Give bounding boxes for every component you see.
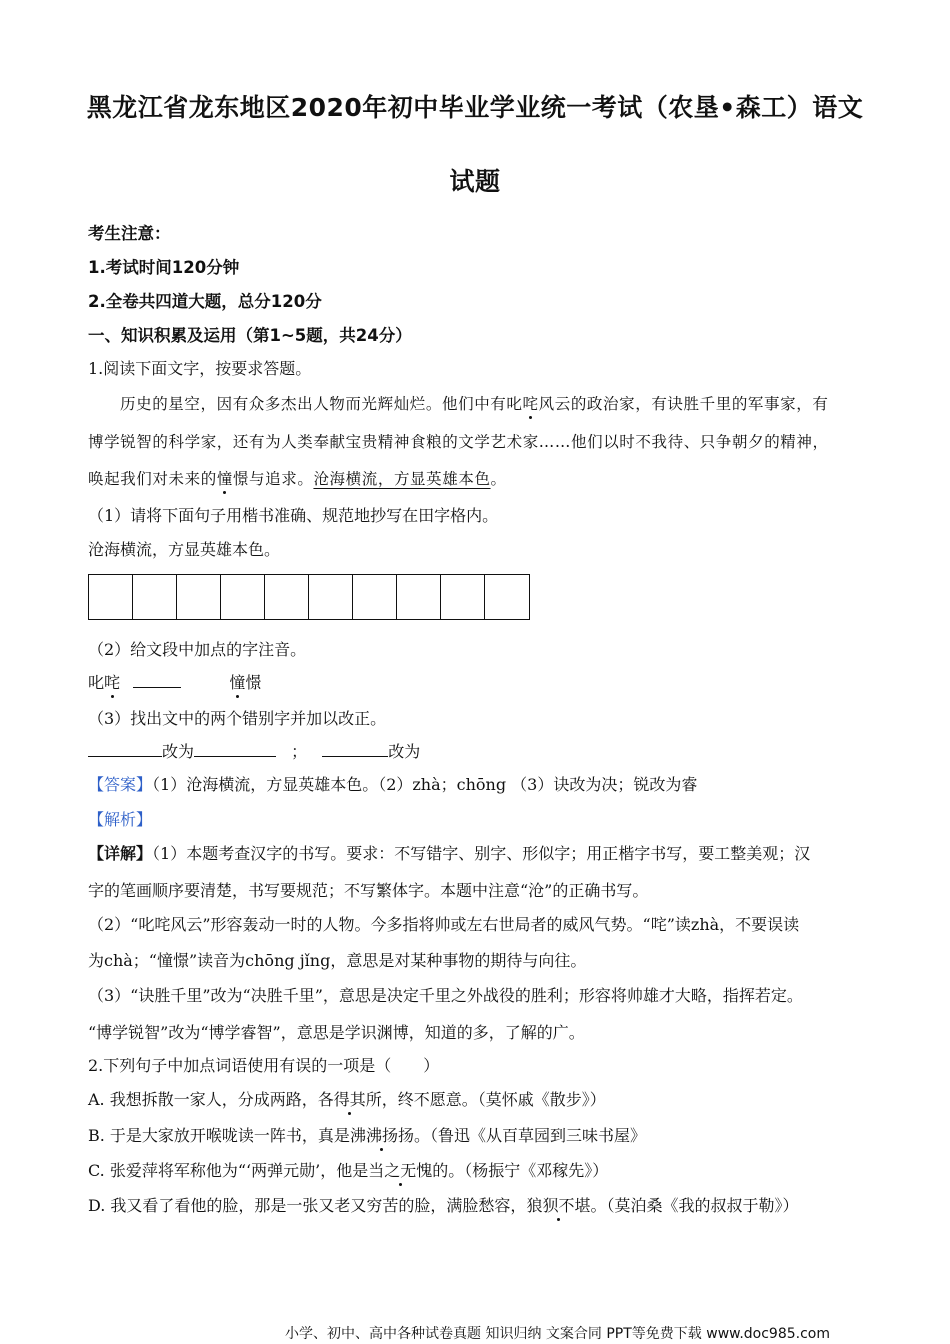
detail-label: 【详解】 [88, 844, 153, 863]
q1-sub3: （3）找出文中的两个错别字并加以改正。 [88, 709, 387, 728]
notice-item-1: 1.考试时间120分钟 [88, 258, 240, 277]
grid-cell[interactable] [485, 575, 529, 619]
dotted-char: 憧 [216, 470, 233, 488]
q2-stem: 2.下列句子中加点词语使用有误的一项是（ ） [88, 1056, 440, 1075]
q1-detail-line2: 字的笔画顺序要清楚，书写要规范；不写繁体字。本题中注意“沧”的正确书写。 [88, 881, 649, 900]
option-text: B. 于是大家放开喉咙读一阵书，真是 [88, 1126, 350, 1145]
page-footer: 小学、初中、高中各种试卷真题 知识归纳 文案合同 PPT等免费下载 www.doc985.com [285, 1326, 830, 1342]
page-title-line2: 试题 [449, 167, 501, 196]
q1-sub2: （2）给文段中加点的字注音。 [88, 640, 307, 659]
q1-analysis-label: 【解析】 [88, 810, 153, 829]
grid-cell[interactable] [177, 575, 221, 619]
q1-sub1-sentence: 沧海横流，方显英雄本色。 [88, 540, 281, 559]
passage-text: 唤起我们对未来的 [88, 470, 217, 488]
dotted-char: 咤 [104, 673, 121, 692]
passage-text: 风云的政治家，有诀胜千里的军事家，有 [538, 395, 829, 413]
option-text: 。（鲁迅《从百草园到三味书屋》 [413, 1126, 646, 1145]
dotted-phrase: 各得其所 [317, 1090, 382, 1109]
grid-cell[interactable] [265, 575, 309, 619]
word-char: 憬 [245, 673, 262, 692]
answer-label: 【答案】 [88, 775, 153, 794]
passage-text: 历史的星空，因有众多杰出人物而光辉灿烂。他们中有叱 [120, 395, 523, 413]
dotted-phrase: 当之无愧 [368, 1161, 433, 1180]
option-text: C. 张爱萍将军称他为“‘两弹元勋’，他是 [88, 1161, 369, 1180]
q1-passage-line1 [120, 392, 828, 414]
q2-option-a[interactable] [88, 1087, 606, 1110]
underlined-sentence: 沧海横流，方显英雄本色 [313, 470, 491, 488]
pinyin-blank-1[interactable] [133, 673, 181, 688]
q2-option-c[interactable] [88, 1158, 608, 1181]
q1-sub2-words [88, 670, 261, 693]
answer-text: （1）沧海横流，方显英雄本色。（2）zhà；chōng （3）诀改为决；锐改为睿 [152, 775, 698, 794]
dotted-phrase: 沸沸扬扬 [349, 1126, 414, 1145]
q1-passage-line3 [88, 467, 507, 489]
option-text: 。（莫泊桑《我的叔叔于勒》） [590, 1196, 799, 1215]
grid-cell[interactable] [89, 575, 133, 619]
change-label: 改为 [162, 742, 195, 761]
word-char: 叱 [88, 673, 105, 692]
q1-passage-line2: 博学锐智的科学家，还有为人类奉献宝贵精神食粮的文学艺术家……他们以时不我待、只争朝夕的精神， [88, 433, 829, 451]
option-text: ，终不愿意。（莫怀戚《散步》） [381, 1090, 606, 1109]
q1-detail-line6: “博学锐智”改为“博学睿智”，意思是学识渊博，知道的多，了解的广。 [88, 1023, 585, 1042]
wrong-char-blank-2[interactable] [322, 742, 388, 757]
detail-text: （1）本题考查汉字的书写。要求：不写错字、别字、形似字；用正楷字书写，要工整美观；汉 [152, 844, 811, 863]
writing-grid [88, 574, 530, 620]
change-label: 改为 [388, 742, 421, 761]
q2-option-d[interactable] [88, 1193, 798, 1216]
separator: ； [291, 742, 308, 761]
passage-text: 憬与追求。 [232, 470, 314, 488]
dotted-char: 憧 [229, 673, 246, 692]
q1-detail-line3: （2）“叱咤风云”形容轰动一时的人物。今多指将帅或左右世局者的威风气势。“咤”读zhà，不要误读 [88, 915, 800, 934]
dotted-char: 咤 [522, 395, 539, 413]
grid-cell[interactable] [441, 575, 485, 619]
q1-stem: 1.阅读下面文字，按要求答题。 [88, 359, 312, 378]
notice-heading: 考生注意： [88, 224, 171, 243]
wrong-char-blank-1[interactable] [88, 742, 162, 757]
page-title-line1: 黑龙江省龙东地区2020年初中毕业学业统一考试（农垦•森工）语文 [86, 93, 864, 122]
grid-cell[interactable] [397, 575, 441, 619]
q1-detail-line5: （3）“诀胜千里”改为“决胜千里”，意思是决定千里之外战役的胜利；形容将帅雄才大略，指挥若定。 [88, 986, 803, 1005]
q1-detail-line1 [88, 841, 810, 864]
notice-item-2: 2.全卷共四道大题，总分120分 [88, 292, 322, 311]
option-text: D. 我又看了看他的脸，那是一张又老又穷苦的脸，满脸愁容， [88, 1196, 527, 1215]
correct-char-blank-1[interactable] [194, 742, 276, 757]
q1-detail-line4: 为chà；“憧憬”读音为chōng jǐng，意思是对某种事物的期待与向往。 [88, 951, 587, 970]
grid-cell[interactable] [353, 575, 397, 619]
section1-heading: 一、知识积累及运用（第1~5题，共24分） [88, 326, 412, 345]
grid-cell[interactable] [133, 575, 177, 619]
dotted-phrase: 狼狈不堪 [526, 1196, 591, 1215]
q1-answer [88, 772, 697, 795]
grid-cell[interactable] [221, 575, 265, 619]
q1-sub1: （1）请将下面句子用楷书准确、规范地抄写在田字格内。 [88, 506, 499, 525]
option-text: A. 我想拆散一家人，分成两路， [88, 1090, 318, 1109]
option-text: 的。（杨振宁《邓稼先》） [432, 1161, 609, 1180]
passage-text: 。 [490, 470, 507, 488]
q2-option-b[interactable] [88, 1123, 646, 1146]
q1-sub3-blanks [88, 739, 420, 762]
grid-cell[interactable] [309, 575, 353, 619]
